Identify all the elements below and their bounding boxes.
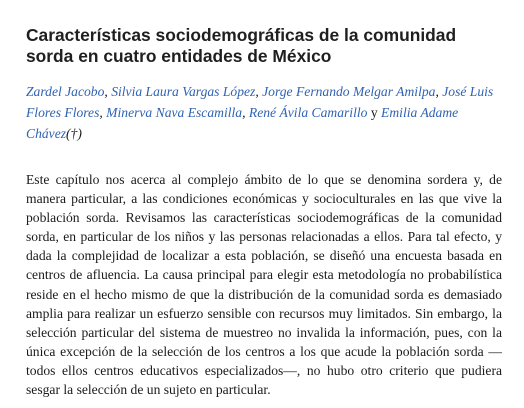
chapter-abstract: Este capítulo nos acerca al complejo ámbito de lo que se denomina sordera y, de manera particular, a las condiciones económicas y socioculturales en las que vive la población sorda. Revisamos las características sociodemográficas de la comunidad sorda, en particular de los niños y las personas relacionadas a ellos. Para tal efecto, y dada la complejidad de localizar a esta población, se diseñó una encuesta basada en centros de afluencia. La causa principal para elegir esta metodología no probabilística reside en el hecho mismo de que la distribución de la comunidad sorda es demasiado amplia para realizar un esfuerzo sensible con recursos muy limitados. Sin embargo, la selección particular del sistema de muestreo no invalida la información, pues, con la única excepción de la selección de los centros a los que acude la población sorda —todos ellos centros educativos especializados—, no hubo otro criterio que pudiera sesgar la selección de un sujeto en particular. [26,172,502,398]
author-link[interactable]: José Luis Flores Flores [26,84,494,120]
author-link[interactable]: Jorge Fernando Melgar Amilpa [262,84,436,99]
author-separator: , [104,84,112,99]
author-link[interactable]: Zardel Jacobo [26,84,105,99]
chapter-title: Características sociodemográficas de la comunidad sorda en cuatro entidades de México [26,25,457,66]
author-link[interactable]: Silvia Laura Vargas López [111,84,256,99]
author-separator: , [435,84,443,99]
author-link[interactable]: René Ávila Camarillo [248,105,368,120]
author-conjunction: y [367,105,382,120]
author-separator: , [99,105,107,120]
author-separator: , [255,84,263,99]
deceased-mark: (†) [66,126,82,141]
author-list [26,81,502,144]
author-link[interactable]: Emilia Adame Chávez [26,105,459,141]
author-link[interactable]: Minerva Nava Escamilla [106,105,243,120]
author-separator: , [242,105,249,120]
